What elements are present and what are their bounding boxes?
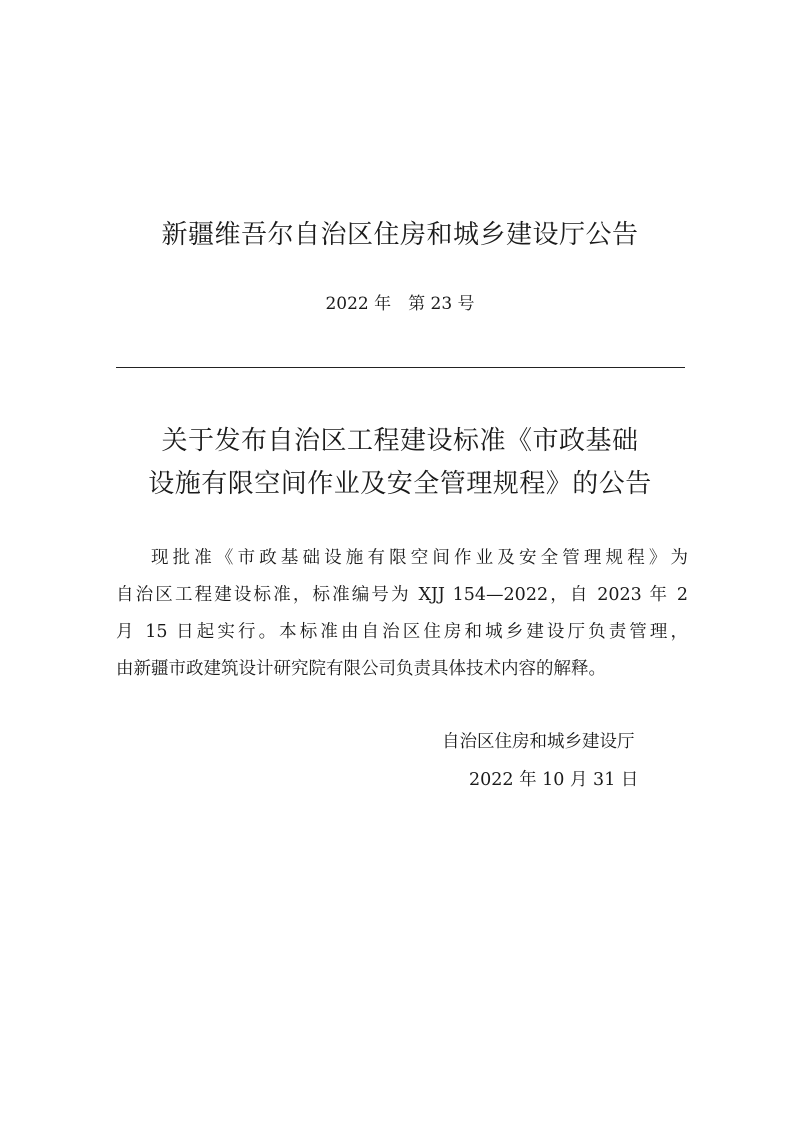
- issue-number: 2022 年 第 23 号: [325, 294, 475, 314]
- notice-title: [0, 420, 800, 506]
- notice-body: [116, 540, 688, 688]
- body-line: 由新疆市政建筑设计研究院有限公司负责具体技术内容的解释。: [116, 659, 606, 679]
- signature-date: 2022 年 10 月 31 日: [469, 770, 639, 790]
- signature-organization: 自治区住房和城乡建设厅: [442, 732, 635, 752]
- issuer-title: 新疆维吾尔自治区住房和城乡建设厅公告: [161, 220, 639, 250]
- notice-title-line: 关于发布自治区工程建设标准《市政基础: [161, 426, 639, 456]
- body-line: 自治区工程建设标准，标准编号为 XJJ 154—2022，自 2023 年 2: [116, 585, 688, 605]
- header-divider: [116, 367, 685, 368]
- body-line: 月 15 日起实行。本标准由自治区住房和城乡建设厅负责管理，: [116, 622, 688, 642]
- body-line: 现批准《市政基础设施有限空间作业及安全管理规程》为: [151, 548, 688, 568]
- notice-title-line: 设施有限空间作业及安全管理规程》的公告: [148, 469, 652, 499]
